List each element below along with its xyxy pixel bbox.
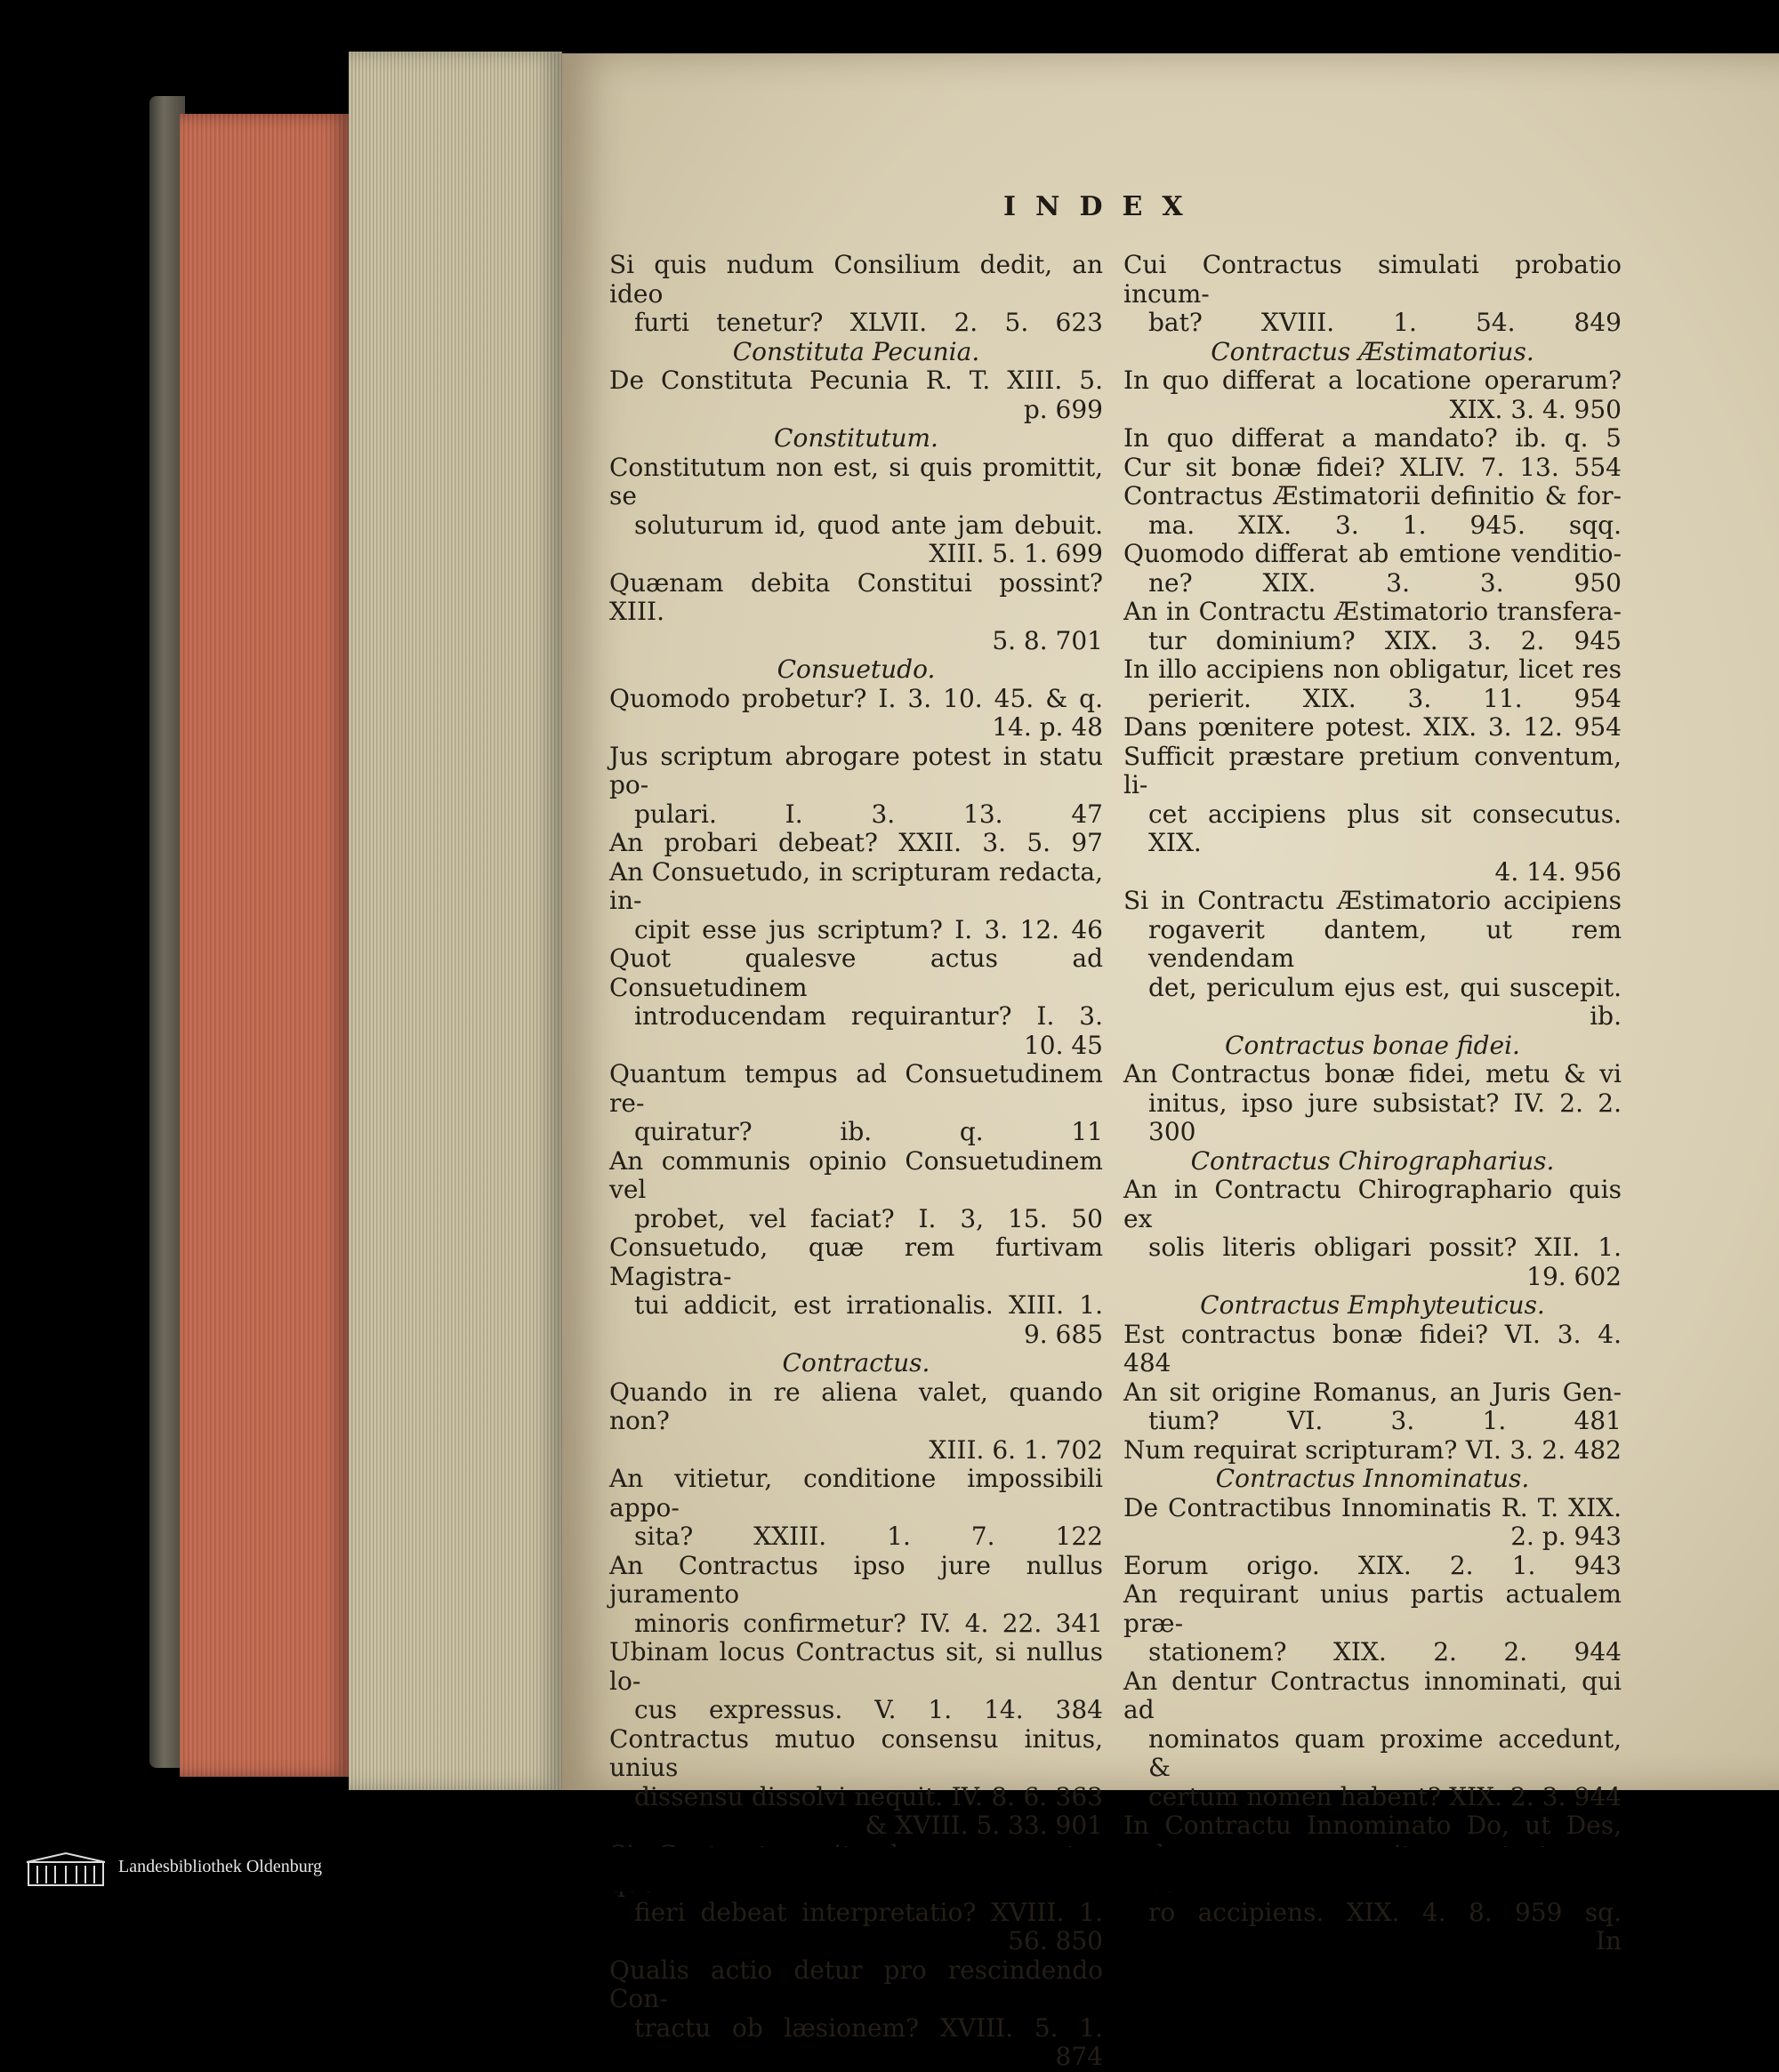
index-entry	[609, 1060, 1103, 1147]
entry-continuation: sita? XXIII. 1. 7. 122	[634, 1522, 1103, 1551]
entry-continuation: nominatos quam proxime accedunt, &	[1148, 1723, 1622, 1782]
index-section-heading: Contractus Emphyteuticus.	[1200, 1290, 1545, 1320]
index-entry	[609, 1638, 1103, 1725]
index-entry	[609, 1465, 1103, 1552]
entry-reference: 9. 685	[1023, 1319, 1103, 1349]
index-entry	[1123, 598, 1622, 655]
index-entry	[1123, 1494, 1622, 1552]
entry-continuation: initus, ipso jure subsistat? IV. 2. 2. 300	[1148, 1088, 1622, 1146]
entry-continuation: cus expressus. V. 1. 14. 384	[634, 1695, 1103, 1724]
index-entry	[1123, 1378, 1622, 1436]
entry-continuation: dissensu dissolvi nequit. IV. 8. 6. 363	[634, 1781, 1103, 1811]
entry-line: Cui Contractus simulati probatio incum-	[1123, 250, 1622, 309]
entry-continuation: furti tenetur? XLVII. 2. 5. 623	[634, 308, 1103, 337]
index-section-heading: Contractus bonae fidei.	[1225, 1030, 1520, 1060]
entry-continuation: cipit esse jus scriptum? I. 3. 12. 46	[634, 914, 1103, 944]
entry-reference: & XVIII. 5. 33. 901	[865, 1811, 1103, 1840]
index-entry	[1123, 1552, 1622, 1581]
entry-line: An in Contractu Æstimatorio transfera-	[1123, 597, 1622, 626]
index-entry	[1123, 1927, 1622, 1956]
entry-continuation: probet, vel faciat? I. 3, 15. 50	[634, 1203, 1103, 1233]
entry-line: In quo differat a mandato? ib. q. 5	[1123, 423, 1622, 453]
entry-line: Cur sit bonæ fidei? XLIV. 7. 13. 554	[1123, 452, 1622, 482]
entry-reference: In	[1595, 1926, 1622, 1956]
entry-line: An Contractus bonæ fidei, metu & vi	[1123, 1059, 1622, 1088]
entry-line: Quot qualesve actus ad Consuetudinem	[609, 944, 1103, 1002]
entry-line: Eorum origo. XIX. 2. 1. 943	[1123, 1550, 1622, 1580]
entry-continuation: tractu ob læsionem? XVIII. 5. 1.	[634, 2012, 1103, 2043]
index-entry	[609, 858, 1103, 945]
index-entry	[1123, 251, 1622, 338]
entry-continuation: tur dominium? XIX. 3. 2. 945	[1148, 625, 1622, 655]
index-entry	[609, 829, 1103, 858]
entry-reference: 10. 45	[1023, 1030, 1103, 1060]
index-entry	[609, 454, 1103, 569]
entry-line: Si in Contractu Æstimatorio accipiens	[1123, 886, 1622, 915]
entry-continuation: introducendam requirantur? I. 3.	[634, 1001, 1103, 1031]
index-entry	[1123, 743, 1622, 887]
entry-line: Quænam debita Constitui possint? XIII.	[609, 567, 1103, 626]
entry-line: Est contractus bonæ fidei? VI. 3. 4. 484	[1123, 1319, 1622, 1377]
entry-line: Quando in re aliena valet, quando non?	[609, 1377, 1103, 1435]
entry-continuation: minoris confirmetur? IV. 4. 22. 341	[634, 1608, 1103, 1638]
entry-line: De Contractibus Innominatis R. T. XIX.	[1123, 1492, 1622, 1522]
entry-continuation: bat? XVIII. 1. 54. 849	[1148, 308, 1622, 337]
entry-reference: XIII. 6. 1. 702	[929, 1434, 1103, 1465]
entry-reference: 5. 8. 701	[992, 625, 1103, 655]
entry-line: An in Contractu Chirographario quis ex	[1123, 1175, 1622, 1233]
index-entry	[609, 743, 1103, 830]
red-page-edges	[180, 114, 349, 1777]
entry-continuation: solis literis obligari possit? XII. 1.	[1148, 1233, 1622, 1262]
index-entry	[609, 1233, 1103, 1349]
index-entry	[609, 1956, 1103, 2072]
entry-reference: ib.	[1590, 1001, 1622, 1031]
left-column	[609, 251, 1103, 2072]
entry-reference: XIX. 3. 4. 950	[1449, 394, 1622, 424]
index-entry	[609, 569, 1103, 656]
entry-reference: 56. 850	[1008, 1926, 1103, 1956]
entry-continuation: ro accipiens. XIX. 4. 8. 959 sq.	[1148, 1897, 1622, 1927]
entry-reference: XIII. 5. 1. 699	[929, 539, 1103, 568]
index-section-heading: Constituta Pecunia.	[732, 336, 980, 366]
entry-continuation: certum nomen habent? XIX. 2. 3. 944	[1148, 1781, 1622, 1811]
index-entry	[1123, 1321, 1622, 1378]
entry-continuation: pulari. I. 3. 13. 47	[634, 799, 1103, 829]
index-entry	[1123, 1580, 1622, 1667]
entry-line: In quo differat a locatione operarum?	[1123, 365, 1622, 395]
entry-continuation: det, periculum ejus est, qui suscepit.	[1148, 972, 1622, 1002]
index-entry	[609, 251, 1103, 338]
index-entry	[1123, 1176, 1622, 1291]
right-column	[1123, 251, 1622, 1956]
entry-line: In illo accipiens non obligatur, licet res	[1123, 655, 1622, 684]
entry-continuation: stationem? XIX. 2. 2. 944	[1148, 1637, 1622, 1666]
entry-continuation: tium? VI. 3. 1. 481	[1148, 1406, 1622, 1435]
entry-continuation: cet accipiens plus sit consecutus. XIX.	[1148, 799, 1622, 857]
entry-line: Si quis nudum Consilium dedit, an ideo	[609, 250, 1103, 309]
entry-reference: 14. p. 48	[992, 712, 1103, 742]
index-entry	[609, 685, 1103, 743]
index-section-heading: Consuetudo.	[777, 655, 936, 684]
index-entry	[1123, 454, 1622, 483]
entry-line: An Contractus ipso jure nullus juramento	[609, 1550, 1103, 1609]
index-entry	[1123, 1667, 1622, 1812]
index-section-heading: Contractus.	[782, 1348, 930, 1377]
entry-line: Quantum tempus ad Consuetudinem re-	[609, 1059, 1103, 1118]
entry-line: Jus scriptum abrogare potest in statu po-	[609, 741, 1103, 799]
entry-reference: 874	[1055, 2042, 1103, 2071]
page-header: INDEX	[1003, 191, 1203, 222]
index-entry	[1123, 1436, 1622, 1466]
entry-continuation: perierit. XIX. 3. 11. 954	[1148, 683, 1622, 713]
entry-continuation: quiratur? ib. q. 11	[634, 1117, 1103, 1146]
entry-reference: 4. 14. 956	[1494, 856, 1622, 887]
index-entry	[609, 944, 1103, 1060]
index-entry	[1123, 1060, 1622, 1147]
index-entry	[609, 1147, 1103, 1234]
index-entry	[1123, 887, 1622, 1032]
entry-line: Contractus Æstimatorii definitio & for-	[1123, 481, 1622, 510]
entry-line: An sit origine Romanus, an Juris Gen-	[1123, 1377, 1622, 1407]
index-section-heading: Constitutum.	[774, 423, 938, 453]
entry-continuation: tui addicit, est irrationalis. XIII. 1.	[634, 1290, 1103, 1320]
entry-line: Sufficit præstare pretium conventum, li-	[1123, 741, 1622, 799]
entry-line: An requirant unius partis actualem præ-	[1123, 1579, 1622, 1638]
entry-line: Constitutum non est, si quis promittit, se	[609, 452, 1103, 510]
entry-reference: 19. 602	[1526, 1261, 1622, 1291]
index-entry	[609, 1725, 1103, 1841]
index-entry	[1123, 655, 1622, 713]
entry-line: An Consuetudo, in scripturam redacta, in-	[609, 856, 1103, 915]
entry-line: Dans pœnitere potest. XIX. 3. 12. 954	[1123, 712, 1622, 742]
index-section-heading: Contractus Chirographarius.	[1190, 1145, 1555, 1176]
entry-line: Ubinam locus Contractus sit, si nullus lo-	[609, 1637, 1103, 1696]
entry-line: Qualis actio detur pro rescindendo Con-	[609, 1955, 1103, 2013]
index-entry	[1123, 366, 1622, 424]
entry-line: Contractus mutuo consensu initus, unius	[609, 1723, 1103, 1782]
entry-line: Quomodo probetur? I. 3. 10. 45. & q.	[609, 683, 1103, 713]
index-entry	[1123, 482, 1622, 540]
entry-line: An vitietur, conditione impossibili appo-	[609, 1464, 1103, 1522]
index-section-heading: Contractus Æstimatorius.	[1211, 336, 1534, 366]
entry-line: De Constituta Pecunia R. T. XIII. 5.	[609, 365, 1103, 395]
library-name: Landesbibliothek Oldenburg	[118, 1857, 323, 1876]
index-entry	[609, 366, 1103, 424]
entry-line: Quomodo differat ab emtione venditio-	[1123, 539, 1622, 568]
index-entry	[1123, 424, 1622, 454]
entry-continuation: ne? XIX. 3. 3. 950	[1148, 567, 1622, 598]
entry-line: Num requirat scripturam? VI. 3. 2. 482	[1123, 1434, 1622, 1465]
entry-line: An dentur Contractus innominati, qui ad	[1123, 1666, 1622, 1724]
index-section-heading: Contractus Innominatus.	[1215, 1464, 1530, 1493]
index-entry	[1123, 540, 1622, 598]
entry-continuation: fieri debeat interpretatio? XVIII. 1.	[634, 1897, 1103, 1927]
entry-reference: p. 699	[1023, 394, 1103, 424]
entry-continuation: soluturum id, quod ante jam debuit.	[634, 510, 1103, 540]
entry-line: Consuetudo, quæ rem furtivam Magistra-	[609, 1233, 1103, 1291]
index-entry	[609, 1552, 1103, 1639]
index-entry	[609, 1378, 1103, 1466]
entry-reference: 2. p. 943	[1510, 1522, 1622, 1551]
page-leaves	[349, 52, 562, 1790]
library-logo-icon	[25, 1851, 107, 1887]
entry-continuation: rogaverit dantem, ut rem vendendam	[1148, 914, 1622, 973]
entry-continuation: ma. XIX. 3. 1. 945. sqq.	[1148, 510, 1622, 540]
entry-line: An communis opinio Consuetudinem vel	[609, 1145, 1103, 1204]
entry-line: In Contractu Innominato Do, ut Des,	[1123, 1811, 1622, 1840]
entry-line: An probari debeat? XXII. 3. 5. 97	[609, 828, 1103, 857]
index-entry	[1123, 713, 1622, 743]
